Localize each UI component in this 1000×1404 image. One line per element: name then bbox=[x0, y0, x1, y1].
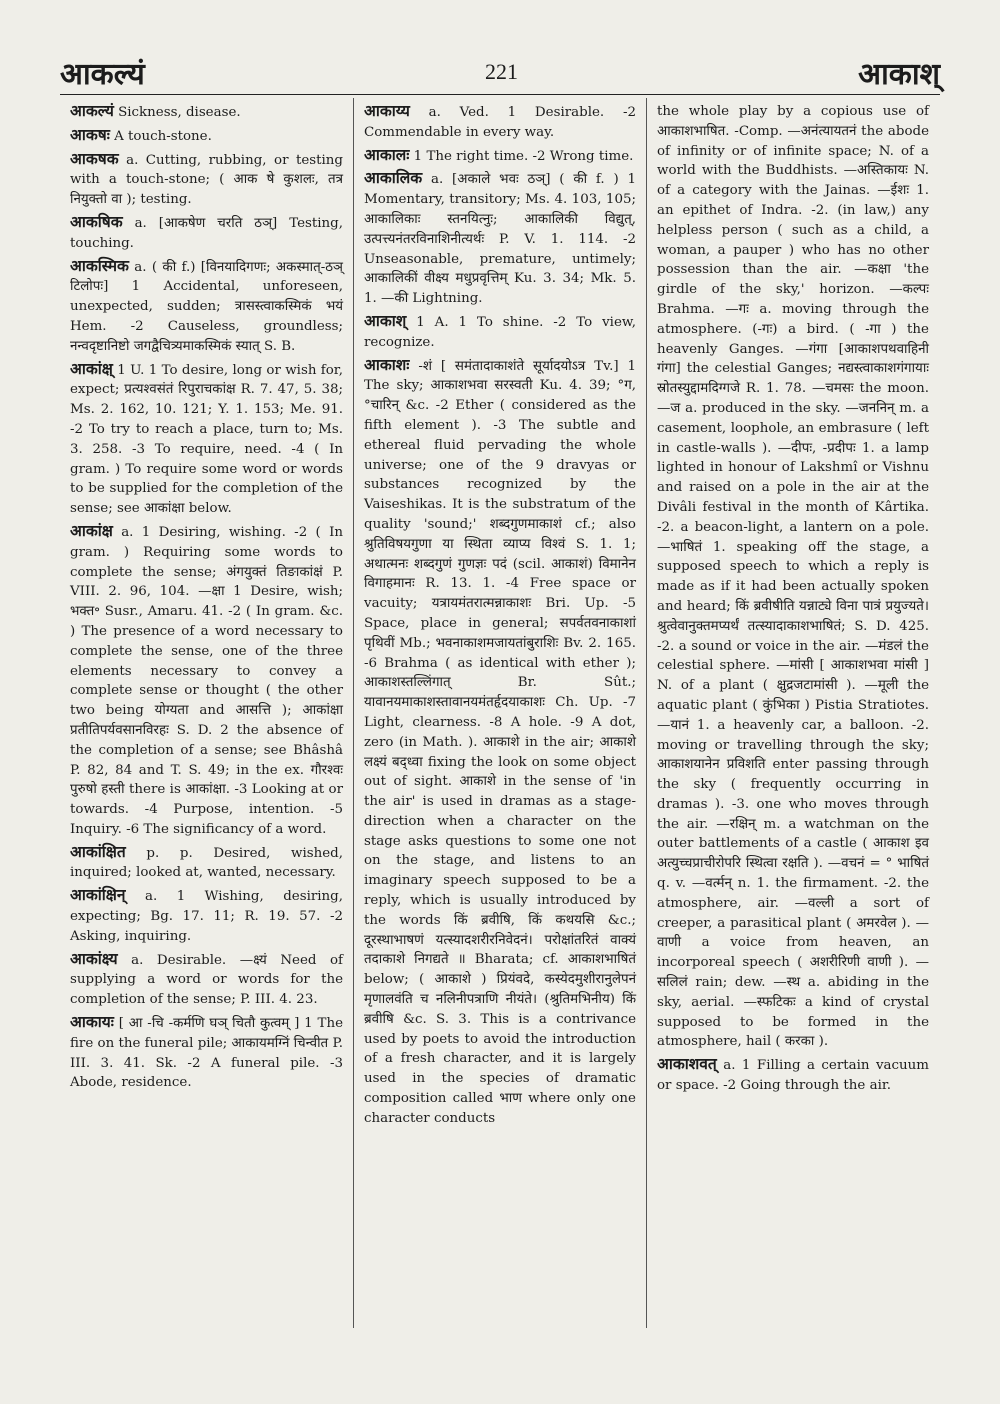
entry-definition: -शं [ समंतादाकाशंते सूर्यादयोऽत्र Tv.] 1 The sky; आकाशभवा सरस्वती Ku. 4. 39; °ग, °चारिन् &c. -2 Ether ( considered as the fifth element ). -3 The subtle and ethereal fluid pervading the whole universe; one of the 9 dravyas or substances recognized by the Vaiseshikas. It is the substratum of the quality 'sound;' शब्दगुणमाकाशं cf.; also श्रुतिविषयगुणा या स्थिता व्याप्य विश्वं S. 1. 1; अथात्मनः शब्दगुणं गुणज्ञः पदं (scil. आकाशं) विमानेन विगाहमानः R. 13. 1. -4 Free space or vacuity; यत्रायमंतरात्मन्नाकाशः Bri. Up. -5 Space, place in general; सपर्वतवनाकाशां पृथिवीं Mb.; भवनाकाशमजायतांबुराशिः Bv. 2. 165. -6 Brahma ( as identical with ether ); आकाशस्तल्लिंगात् Br. Sût.; यावानयमाकाशस्तावानयमंतर्हृदयाकाशः Ch. Up. -7 Light, clearness. -8 A hole. -9 A dot, zero (in Math. ). आकाशे in the air; आकाशे लक्ष्यं बद्ध्वा fixing the look on some object out of sight. आकाशे in the sense of 'in the air' is used in dramas as a stage-direction when a character on the stage asks questions to some one not on the stage, and listens to an imaginary speech supposed to be a reply, which is usually introduced by the words किं ब्रवीषि, किं कथयसि &c.; दूरस्थाभाषणं यत्स्यादशरीरनिवेदनं। परोक्षांतरितं वाक्यं तदाकाशे निगद्यते ॥ Bharata; cf. आकाशभाषितं below; ( आकाशे ) प्रियंवदे, कस्येदमुशीरानुलेपनं मृणालवंति च नलिनीपत्राणि नीयंते। (श्रुतिमभिनीय) किं ब्रवीषि &c. S. 3. This is a contrivance used by poets to avoid the introduction of a fresh character, and it is largely used in the species of dramatic composition called भाण where only one character conducts bbox=[364, 358, 636, 1126]
entry-definition: a. Ved. 1 Desirable. -2 Commendable in every way. bbox=[364, 105, 636, 140]
dictionary-entry bbox=[70, 522, 343, 840]
entry-definition: 1 U. 1 To desire, long or wish for, expect; प्रत्यश्वसंतं रिपुराचकांक्ष R. 7. 47, 5. 38; Ms. 2. 162, 10. 121; Y. 1. 153; Me. 91. -2 To try to reach a place, turn to; Ms. 3. 258. -3 To require, need. -4 ( In gram. ) To require some word or words to be supplied for the completion of the sense; see आकांक्षा below. bbox=[70, 362, 343, 517]
entry-definition: a. [आकषेण चरति ठञ्] Testing, touching. bbox=[70, 215, 343, 251]
entry-definition: a. [अकाले भवः ठञ्] ( की f. ) 1 Momentary, transitory; Ms. 4. 103, 105; आकालिकाः स्तनयित्नुः; आकालिकी विद्युत्, उत्पत्त्यनंतरविनाशिनीत्यर्थः P. V. 1. 114. -2 Unseasonable, premature, untimely; आकालिकीं वीक्ष्य मधुप्रवृत्तिम् Ku. 3. 34; Mk. 5. 1. —की Lightning. bbox=[364, 172, 636, 307]
entry-definition: a. ( की f.) [विनयादिगणः; अकस्मात्-ठञ् टिलोपः] 1 Accidental, unforeseen, unexpected, sudden; त्रासस्त्वाकस्मिकं भयं Hem. -2 Causeless, groundless; नन्वदृष्टानिष्टो जगद्वैचित्र्यमाकस्मिकं स्यात् S. B. bbox=[70, 259, 343, 354]
dictionary-entry bbox=[364, 146, 636, 167]
dictionary-entry bbox=[657, 102, 929, 1052]
dictionary-entry bbox=[70, 150, 343, 210]
columns bbox=[60, 98, 940, 1328]
dictionary-entry bbox=[70, 950, 343, 1010]
entry-headword: आकालः bbox=[364, 145, 410, 164]
entry-definition: a. 1 Wishing, desiring, expecting; Bg. 17. 11; R. 19. 57. -2 Asking, inquiring. bbox=[70, 889, 343, 944]
column-1 bbox=[60, 98, 353, 1328]
dictionary-entry bbox=[70, 102, 343, 123]
entry-headword: आकायः bbox=[70, 1013, 114, 1032]
entry-headword: आकांक्ष bbox=[70, 521, 113, 540]
entry-definition: a. 1 Desiring, wishing. -2 ( In gram. ) Requiring some words to complete the sense; अंगयुक्तं तिङाकांक्षं P. VIII. 2. 96, 104. —क्षा 1 Desire, wish; भक्त॰ Susr., Amaru. 41. -2 ( In gram. &c. ) The presence of a word necessary to complete the sense, one of the three elements necessary to convey a complete sense or thought ( the other two being योग्यता and आसत्ति ); आकांक्षा प्रतीतिपर्यवसानविरहः S. D. 2 the absence of the completion of a sense; see Bhâshâ P. 82, 84 and T. S. 49; in the ex. गौरश्वः पुरुषो हस्ती there is आकांक्षा. -3 Looking at or towards. -4 Purpose, intention. -5 Inquiry. -6 The significancy of a word. bbox=[70, 524, 343, 837]
entry-headword: आकस्मिक bbox=[70, 256, 129, 275]
entry-definition: a. Cutting, rubbing, or testing with a touch-stone; ( आक षे कुशलः, तत्र नियुक्तो वा ); testing. bbox=[70, 152, 343, 208]
entry-definition: Sickness, disease. bbox=[113, 105, 241, 120]
column-3 bbox=[646, 98, 939, 1328]
entry-headword: आकषिक bbox=[70, 212, 123, 231]
entry-headword: आकाशः bbox=[364, 355, 410, 374]
entry-definition: A touch-stone. bbox=[109, 128, 212, 144]
entry-headword: आकांक्ष् bbox=[70, 359, 113, 378]
dictionary-entry bbox=[70, 1013, 343, 1093]
entry-definition: p. p. Desired, wished, inquired; looked at, wanted, necessary. bbox=[70, 845, 343, 881]
entry-headword: आकषः bbox=[70, 125, 110, 144]
entry-headword: आकाश् bbox=[364, 311, 407, 330]
header-rule bbox=[60, 94, 940, 95]
dictionary-entry bbox=[364, 312, 636, 353]
left-guide-word: आकल्यं bbox=[60, 56, 145, 92]
page-number: 221 bbox=[484, 59, 518, 84]
entry-headword: आकालिक bbox=[364, 169, 423, 188]
dictionary-entry bbox=[70, 360, 343, 519]
dictionary-entry bbox=[70, 126, 343, 147]
entry-definition: 1 The right time. -2 Wrong time. bbox=[409, 148, 634, 164]
entry-headword: आकाशवत् bbox=[657, 1055, 717, 1074]
dictionary-entry bbox=[70, 843, 343, 884]
entry-headword: आकांक्षित bbox=[70, 842, 126, 861]
page-header bbox=[60, 52, 940, 92]
dictionary-entry bbox=[364, 356, 636, 1129]
entry-headword: आकषक bbox=[70, 149, 119, 168]
entry-headword: आकांक्षिन् bbox=[70, 886, 126, 905]
entry-definition: [ आ -चि -कर्मणि घञ् चितौ कुत्वम् ] 1 The fire on the funeral pile; आकायमग्निं चिन्वीत P. III. 3. 41. Sk. -2 A funeral pile. -3 Abode, residence. bbox=[70, 1016, 343, 1091]
dictionary-entry bbox=[657, 1055, 929, 1096]
entry-definition: the whole play by a copious use of आकाशभाषित. -Comp. —अनंत्यायतनं the abode of infinity or of infinite space; N. of a world with the Buddhists. —अस्तिकायः N. of a category with the Jainas. —ईशः 1. an epithet of Indra. -2. (in law,) any helpless person ( such as a child, a woman, a pauper ) who has no other possession than the air. —कक्षा 'the girdle of the sky,' horizon. —कल्पः Brahma. —गः a. moving through the atmosphere. (-गः) a bird. ( -गा ) the heavenly Ganges. —गंगा [आकाशपथवाहिनी गंगा] the celestial Ganges; नद्यस्त्वाकाशगंगायाः स्रोतस्युद्दामदिग्गजे R. 1. 78. —चमसः the moon. —ज a. produced in the sky. —जननिन् m. a casement, loophole, an embrasure ( left in castle-walls ). —दीपः, -प्रदीपः 1. a lamp lighted in honour of Lakshmî or Vishnu and raised on a pole in the air at the Divâli festival in the month of Kârtika. -2. a beacon-light, a lantern on a pole. —भाषितं 1. speaking off the stage, a supposed speech to which a reply is made as if it had been actually spoken and heard; किं ब्रवीषीति यन्नाट्ये विना पात्रं प्रयुज्यते। श्रुत्वेवानुक्तमप्यर्थं तत्स्यादाकाशभाषितं; S. D. 425. -2. a sound or voice in the air. —मंडलं the celestial sphere. —मांसी [ आकाशभवा मांसी ] N. of a plant ( क्षुद्रजटामांसी ). —मूली the aquatic plant ( कुंभिका ) Pistia Stratiotes. —यानं 1. a heavenly car, a balloon. -2. moving or travelling through the sky; आकाशयानेन प्रविशति enter passing through the sky ( frequently occurring in dramas ). -3. one who moves through the air. —रक्षिन् m. a watchman on the outer battlements of a castle ( आकाश इव अत्युच्चप्राचीरोपरि स्थित्वा रक्षति ). —वचनं = ° भाषितं q. v. —वर्त्मन् n. 1. the firmament. -2. the atmosphere, air. —वल्ली a sort of creeper, a parasitical plant ( अमरवेल ). —वाणी a voice from heaven, an incorporeal speech ( अशरीरिणी वाणी ). —सलिलं rain; dew. —स्थ a. abiding in the sky, aerial. —स्फटिकः a kind of crystal supposed to be formed in the atmosphere, hail ( करका ). bbox=[657, 104, 929, 1050]
entry-definition: a. 1 Filling a certain vacuum or space. -2 Going through the air. bbox=[657, 1058, 929, 1094]
entry-definition: a. Desirable. —क्ष्यं Need of supplying a word or words for the completion of the sense; P. III. 4. 23. bbox=[70, 952, 343, 1008]
dictionary-entry bbox=[70, 213, 343, 254]
entry-definition: 1 A. 1 To shine. -2 To view, recognize. bbox=[364, 314, 636, 350]
entry-headword: आकल्यं bbox=[70, 102, 114, 120]
entry-headword: आकांक्ष्य bbox=[70, 949, 118, 968]
column-2 bbox=[353, 98, 646, 1328]
entry-headword: आकाय्य bbox=[364, 102, 410, 120]
dictionary-entry bbox=[364, 102, 636, 143]
dictionary-entry bbox=[364, 169, 636, 309]
dictionary-entry bbox=[70, 886, 343, 946]
dictionary-entry bbox=[70, 257, 343, 357]
right-guide-word: आकाश् bbox=[858, 56, 940, 92]
